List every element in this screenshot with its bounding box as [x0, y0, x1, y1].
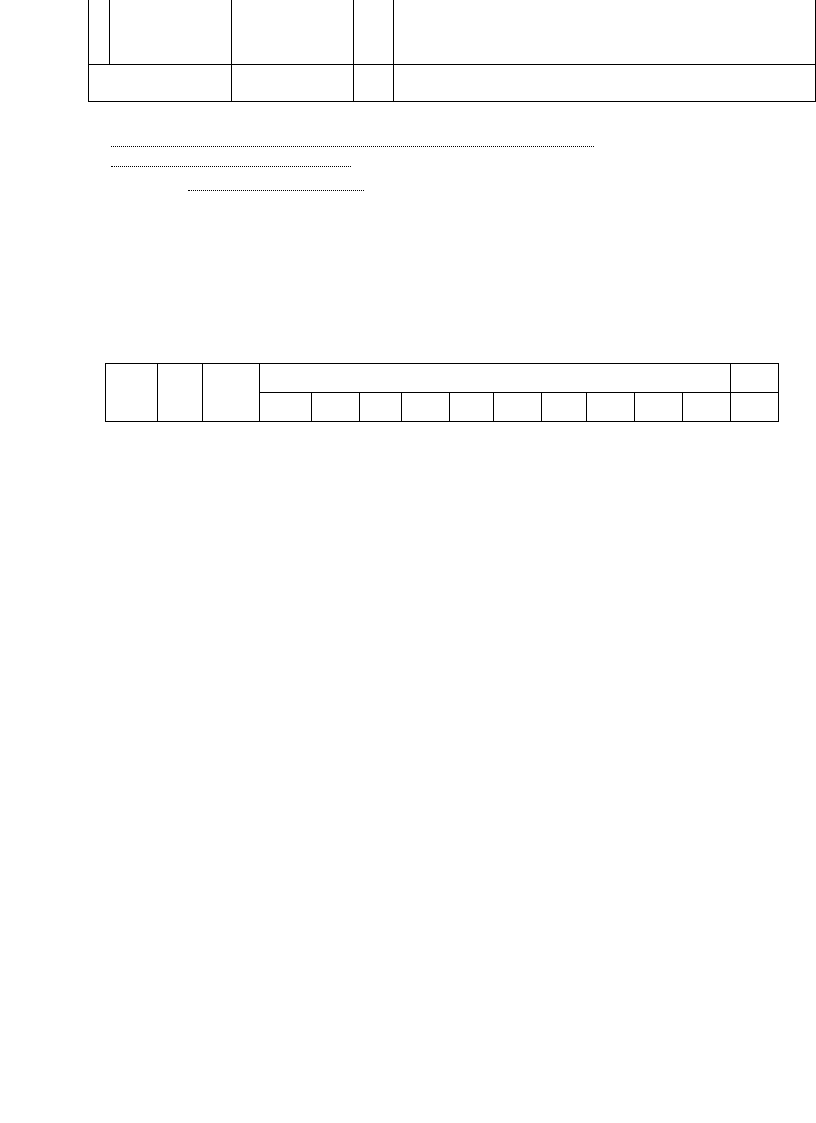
- total-score: [232, 65, 354, 102]
- header-ts56: [450, 393, 494, 422]
- total-row: [89, 65, 816, 102]
- header-ts910-label: [637, 393, 680, 421]
- header-pct: [402, 393, 450, 422]
- header-pct: [494, 393, 542, 422]
- header-ts012: [260, 393, 312, 422]
- results-table: [105, 363, 779, 422]
- header-ts012-label: [262, 393, 309, 421]
- row-number: [89, 0, 110, 65]
- table-row: [89, 0, 816, 65]
- total-note: [394, 65, 816, 102]
- header-ts34-label: [362, 393, 399, 421]
- header-tshs: [203, 393, 260, 422]
- header-khoi-spacer: [106, 364, 158, 393]
- header-pct: [587, 393, 635, 422]
- header-pct: [683, 393, 731, 422]
- remarks-dotted-line: [111, 166, 351, 167]
- header-ts78: [542, 393, 587, 422]
- header-ts34: [360, 393, 402, 422]
- header-ts910: [635, 393, 683, 422]
- header-chu: [731, 393, 779, 422]
- header-khoi: [106, 393, 158, 422]
- header-lop: [158, 393, 203, 422]
- header-lop-spacer: [158, 364, 203, 393]
- header-row: [106, 364, 779, 393]
- rank-dotted-line: [188, 190, 364, 191]
- header-ts78-label: [544, 393, 584, 421]
- header-row: [106, 393, 779, 422]
- total-empty: [354, 65, 394, 102]
- remarks-dotted-line: [111, 146, 594, 147]
- total-label: [89, 65, 232, 102]
- row-empty: [354, 0, 394, 65]
- evaluation-table: [88, 0, 816, 102]
- header-pct: [312, 393, 360, 422]
- header-ghi: [731, 364, 779, 393]
- row-item: [109, 0, 231, 65]
- row-score: [232, 0, 354, 65]
- header-tshs-spacer: [203, 364, 260, 393]
- header-ts56-label: [452, 393, 491, 421]
- row-note: [394, 0, 816, 65]
- header-diem: [260, 364, 731, 393]
